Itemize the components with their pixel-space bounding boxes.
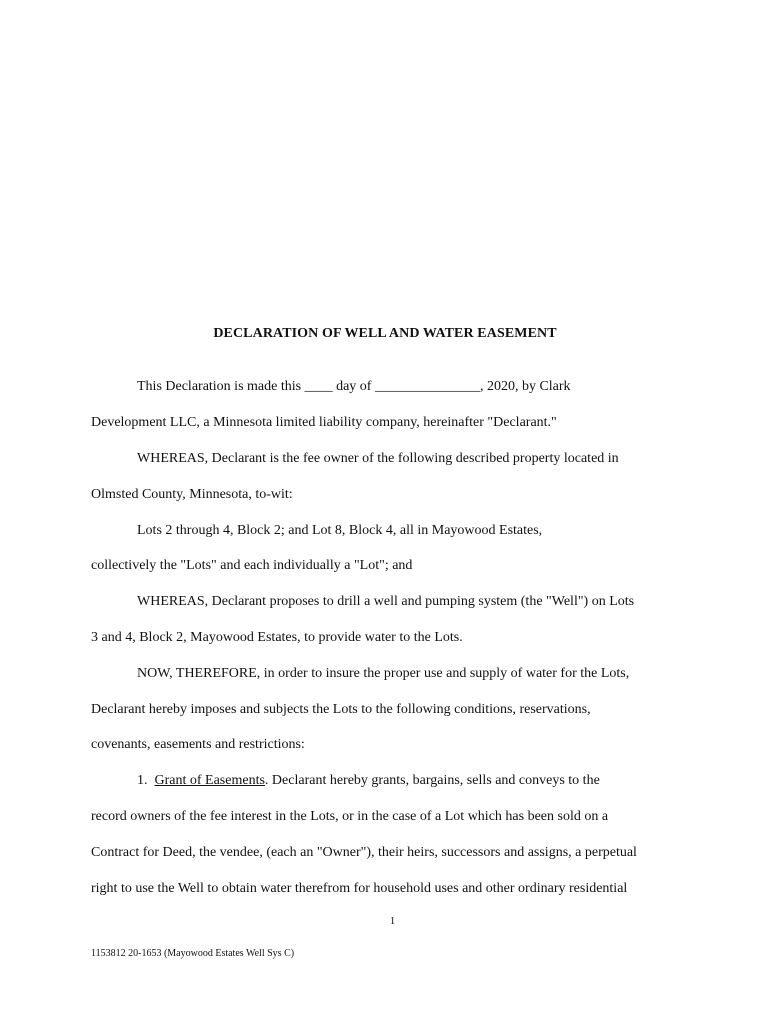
paragraph-line: Declarant hereby imposes and subjects the Lots to the following conditions, reservations, [91, 702, 591, 717]
paragraph-line: WHEREAS, Declarant is the fee owner of the following described property located in [137, 451, 619, 466]
paragraph-line: WHEREAS, Declarant proposes to drill a well and pumping system (the "Well") on Lots [137, 594, 635, 609]
paragraph-line: 3 and 4, Block 2, Mayowood Estates, to provide water to the Lots. [91, 630, 463, 645]
paragraph-line: Development LLC, a Minnesota limited liability company, hereinafter "Declarant." [91, 415, 557, 430]
paragraph-line: covenants, easements and restrictions: [91, 737, 305, 752]
paragraph-line: Contract for Deed, the vendee, (each an "Owner"), their heirs, successors and assigns, a perpetual [91, 845, 637, 860]
document-title: DECLARATION OF WELL AND WATER EASEMENT [213, 326, 557, 341]
page-number: 1 [389, 915, 396, 927]
paragraph-line: collectively the "Lots" and each individually a "Lot"; and [91, 558, 413, 573]
section-text: . Declarant hereby grants, bargains, sells and conveys to the [264, 773, 600, 788]
paragraph-line: record owners of the fee interest in the Lots, or in the case of a Lot which has been sold on a [91, 809, 609, 824]
paragraph-line: This Declaration is made this ____ day of _______________, 2020, by Clark [137, 379, 571, 394]
paragraph-line: Olmsted County, Minnesota, to-wit: [91, 487, 293, 502]
section-heading: Grant of Easements [154, 773, 265, 788]
paragraph-line: NOW, THEREFORE, in order to insure the proper use and supply of water for the Lots, [137, 666, 630, 681]
section-1-line [137, 773, 600, 789]
section-number: 1. [137, 773, 148, 788]
paragraph-line: right to use the Well to obtain water therefrom for household uses and other ordinary residential [91, 881, 628, 896]
footer-reference: 1153812 20-1653 (Mayowood Estates Well Sys C) [91, 948, 295, 959]
paragraph-line: Lots 2 through 4, Block 2; and Lot 8, Block 4, all in Mayowood Estates, [137, 523, 543, 538]
